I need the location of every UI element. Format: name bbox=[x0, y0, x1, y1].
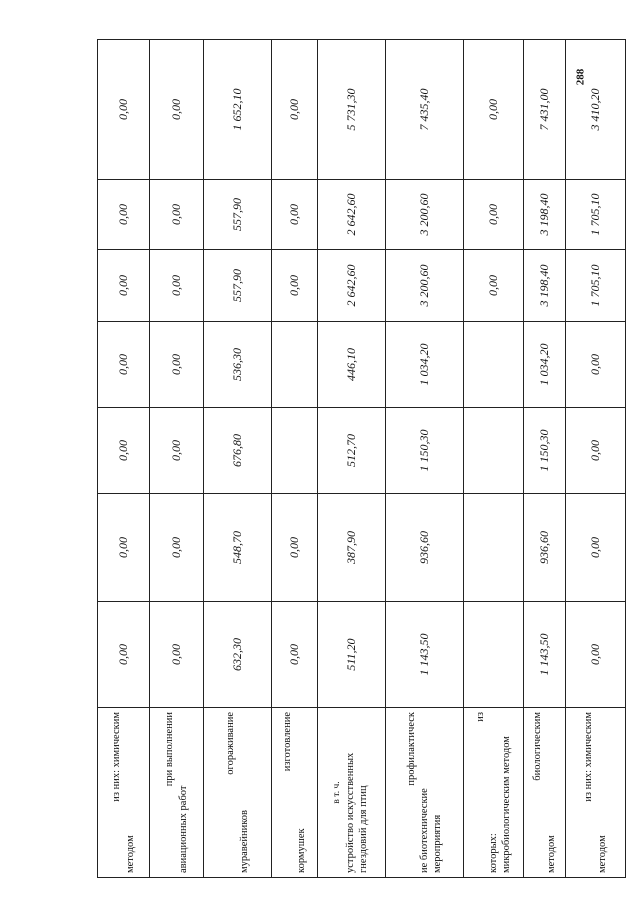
table-cell: 0,00 bbox=[150, 494, 204, 602]
table-cell bbox=[272, 408, 318, 494]
table-cell bbox=[464, 494, 524, 602]
row-label-line: в т. ч. bbox=[332, 781, 343, 804]
table-row bbox=[464, 40, 524, 878]
table-cell: 0,00 bbox=[464, 40, 524, 180]
table-cell: 1 150,30 bbox=[524, 408, 566, 494]
row-label-line: методом bbox=[124, 835, 136, 873]
table-cell: 0,00 bbox=[272, 602, 318, 708]
table-cell bbox=[464, 408, 524, 494]
table-cell: 3 200,60 bbox=[386, 250, 464, 322]
table-cell: 0,00 bbox=[464, 250, 524, 322]
table-row bbox=[386, 40, 464, 878]
table-cell: 1 652,10 bbox=[204, 40, 272, 180]
table-cell: 0,00 bbox=[150, 250, 204, 322]
table-cell: 512,70 bbox=[318, 408, 386, 494]
table-cell: 1 705,10 bbox=[566, 250, 626, 322]
table-cell: 3 410,20 bbox=[566, 40, 626, 180]
table-cell: 7 431,00 bbox=[524, 40, 566, 180]
table-cell: 0,00 bbox=[150, 180, 204, 250]
table-row bbox=[524, 40, 566, 878]
table-cell: 557,90 bbox=[204, 250, 272, 322]
table-cell: 557,90 bbox=[204, 180, 272, 250]
table-cell: 548,70 bbox=[204, 494, 272, 602]
row-label-line: биологическим bbox=[532, 712, 544, 781]
row-label bbox=[318, 708, 386, 878]
row-label-line: кормушек bbox=[295, 828, 307, 873]
row-label-line: изготовление bbox=[282, 712, 294, 772]
row-label-line: микробиологическим методом bbox=[501, 736, 513, 873]
table-cell: 936,60 bbox=[386, 494, 464, 602]
row-label-line: гнездовий для птиц bbox=[358, 785, 370, 873]
table-cell: 5 731,30 bbox=[318, 40, 386, 180]
row-label-line: устройство искусственных bbox=[345, 752, 357, 873]
row-label-line: при выполнении bbox=[164, 712, 176, 787]
table-cell: 1 150,30 bbox=[386, 408, 464, 494]
row-label-line: авиационных работ bbox=[177, 785, 189, 873]
table-row bbox=[566, 40, 626, 878]
row-label-line: из них: химическим bbox=[583, 712, 595, 802]
table-cell: 0,00 bbox=[272, 494, 318, 602]
table-cell: 0,00 bbox=[98, 250, 150, 322]
row-label-line: методом bbox=[545, 835, 557, 873]
table-cell: 2 642,60 bbox=[318, 250, 386, 322]
row-label bbox=[566, 708, 626, 878]
table-cell: 3 198,40 bbox=[524, 250, 566, 322]
table-cell: 632,30 bbox=[204, 602, 272, 708]
table-cell: 0,00 bbox=[272, 250, 318, 322]
table-cell: 446,10 bbox=[318, 322, 386, 408]
row-label-line: огораживание bbox=[225, 712, 237, 775]
table-cell: 0,00 bbox=[566, 408, 626, 494]
row-label-line: муравейников bbox=[238, 810, 250, 873]
row-label-line: методом bbox=[596, 835, 608, 873]
table-body bbox=[98, 40, 626, 878]
table-cell: 1 034,20 bbox=[524, 322, 566, 408]
row-label bbox=[524, 708, 566, 878]
table-cell: 0,00 bbox=[566, 322, 626, 408]
row-label-line: из bbox=[474, 712, 486, 722]
table-cell: 511,20 bbox=[318, 602, 386, 708]
table-row bbox=[98, 40, 150, 878]
table-cell: 0,00 bbox=[98, 408, 150, 494]
table-cell: 2 642,60 bbox=[318, 180, 386, 250]
table-cell: 0,00 bbox=[566, 602, 626, 708]
table-cell bbox=[464, 322, 524, 408]
table-cell: 0,00 bbox=[98, 494, 150, 602]
table-cell: 0,00 bbox=[566, 494, 626, 602]
data-table bbox=[97, 39, 626, 878]
row-label bbox=[150, 708, 204, 878]
row-label bbox=[204, 708, 272, 878]
table-cell: 0,00 bbox=[98, 40, 150, 180]
table-cell: 387,90 bbox=[318, 494, 386, 602]
table-cell: 676,80 bbox=[204, 408, 272, 494]
row-label-line: мероприятия bbox=[432, 814, 444, 873]
row-label-line: из них: химическим bbox=[111, 712, 123, 802]
table-cell bbox=[272, 322, 318, 408]
table-cell: 1 143,50 bbox=[524, 602, 566, 708]
table-cell: 0,00 bbox=[464, 180, 524, 250]
row-label-line: профилактическ bbox=[405, 712, 417, 786]
table-row bbox=[150, 40, 204, 878]
table-cell: 536,30 bbox=[204, 322, 272, 408]
table-cell: 0,00 bbox=[150, 40, 204, 180]
table-row bbox=[272, 40, 318, 878]
table-cell: 0,00 bbox=[98, 322, 150, 408]
table-row bbox=[318, 40, 386, 878]
page-number-text: 288 bbox=[574, 68, 586, 86]
table-cell: 1 143,50 bbox=[386, 602, 464, 708]
row-label bbox=[464, 708, 524, 878]
row-label bbox=[98, 708, 150, 878]
table-cell: 1 705,10 bbox=[566, 180, 626, 250]
table-cell: 0,00 bbox=[150, 408, 204, 494]
table-cell: 1 034,20 bbox=[386, 322, 464, 408]
table-cell bbox=[464, 602, 524, 708]
table-cell: 0,00 bbox=[272, 40, 318, 180]
table-cell: 3 200,60 bbox=[386, 180, 464, 250]
table-cell: 0,00 bbox=[98, 602, 150, 708]
table-cell: 0,00 bbox=[150, 322, 204, 408]
row-label bbox=[386, 708, 464, 878]
table-cell: 936,60 bbox=[524, 494, 566, 602]
row-label-line: ие биотехнические bbox=[418, 788, 430, 873]
table-cell: 7 435,40 bbox=[386, 40, 464, 180]
table-cell: 0,00 bbox=[150, 602, 204, 708]
row-label-line: которых: bbox=[487, 833, 499, 873]
table-cell: 0,00 bbox=[272, 180, 318, 250]
row-label bbox=[272, 708, 318, 878]
table-cell: 3 198,40 bbox=[524, 180, 566, 250]
table-cell: 0,00 bbox=[98, 180, 150, 250]
table-row bbox=[204, 40, 272, 878]
